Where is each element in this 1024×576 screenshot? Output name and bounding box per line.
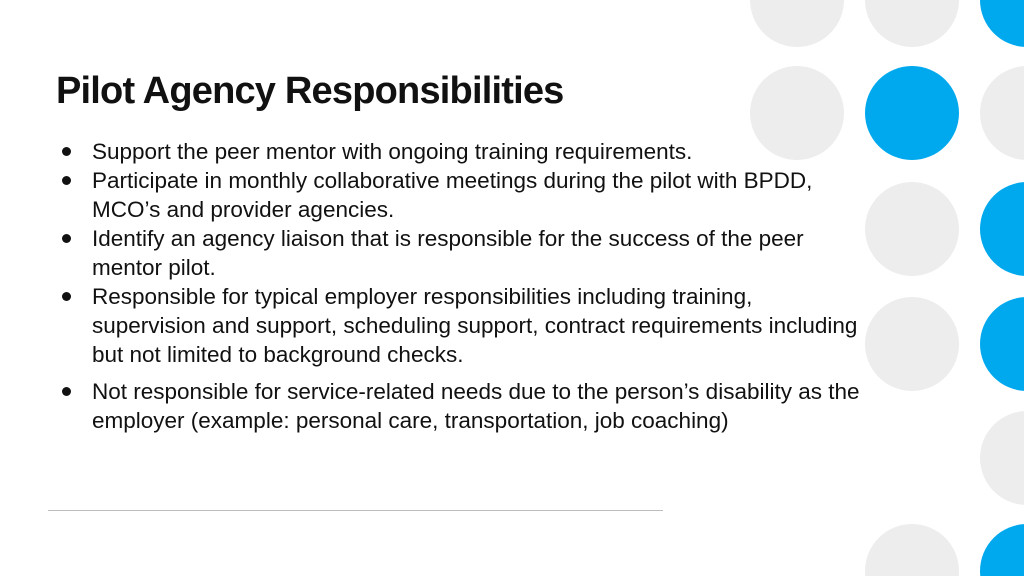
bullet-text: Support the peer mentor with ongoing training requirements. <box>92 139 693 164</box>
bullet-text: Identify an agency liaison that is responsible for the success of the peer mentor pilot. <box>92 226 804 280</box>
decor-circle-blue <box>980 0 1024 47</box>
decor-circle-gray <box>980 411 1024 505</box>
footer-divider <box>48 510 663 511</box>
list-item <box>60 166 860 224</box>
decor-circle-blue <box>980 297 1024 391</box>
list-item <box>60 224 860 282</box>
decor-circle-gray <box>865 297 959 391</box>
decor-circle-blue <box>980 182 1024 276</box>
decor-circle-gray <box>980 66 1024 160</box>
bullet-icon <box>62 176 71 185</box>
decor-circle-gray <box>750 0 844 47</box>
decor-circle-gray <box>865 182 959 276</box>
bullet-icon <box>62 147 71 156</box>
decor-circle-gray <box>865 524 959 576</box>
bullet-icon <box>62 234 71 243</box>
list-item <box>60 282 860 369</box>
bullet-icon <box>62 387 71 396</box>
page-title: Pilot Agency Responsibilities <box>56 70 564 112</box>
bullet-text: Responsible for typical employer responsibilities including training, supervision and support, scheduling support, contract requirements including but not limited to background checks. <box>92 284 858 367</box>
bullet-list <box>60 137 860 435</box>
decor-circle-blue <box>865 66 959 160</box>
bullet-text: Participate in monthly collaborative meetings during the pilot with BPDD, MCO’s and provider agencies. <box>92 168 813 222</box>
decor-circle-blue <box>980 524 1024 576</box>
bullet-icon <box>62 292 71 301</box>
bullet-text: Not responsible for service-related needs due to the person’s disability as the employer (example: personal care, transportation, job coaching) <box>92 379 860 433</box>
list-item <box>60 377 860 435</box>
list-item <box>60 137 860 166</box>
decor-circle-gray <box>865 0 959 47</box>
